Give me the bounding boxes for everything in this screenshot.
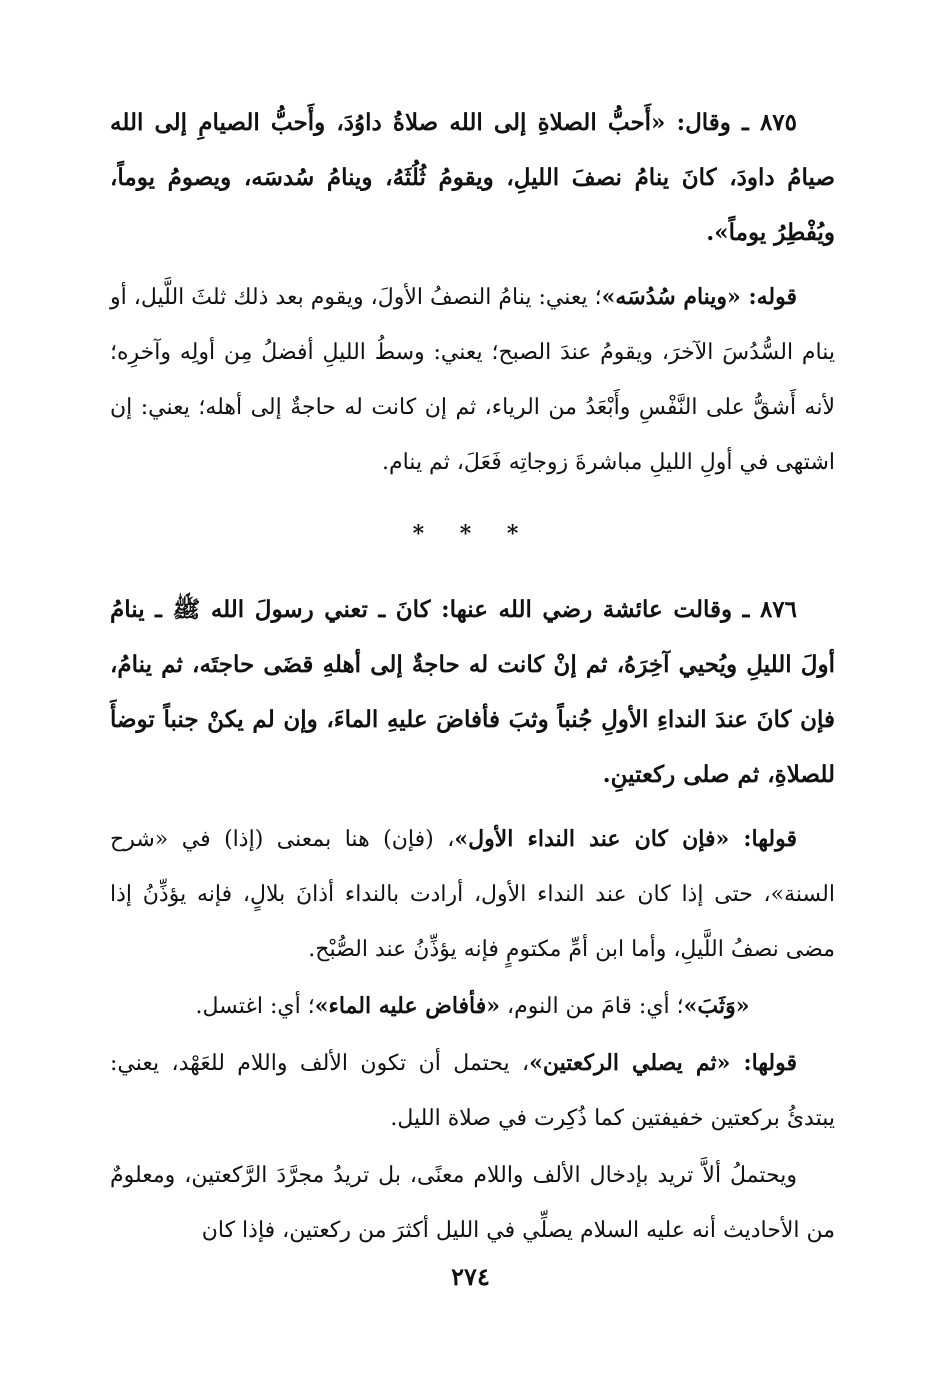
commentary-876-wathaba — [110, 979, 835, 1034]
afada-text: ؛ أي: اغتسل. — [195, 994, 315, 1019]
commentary-875-text: ؛ يعني: ينامُ النصفُ الأولَ، ويقوم بعد ذلك ثلثَ اللَّيل، أو ينام السُّدُسَ الآخرَ، ويقومُ عندَ الصبح؛ يعني: وسطُ الليلِ أفضلُ مِن أولِه وآخرِه؛ لأنه أَشقُّ على النَّفْسِ وأَبْعَدُ من الرياء، ثم إن كانت له حاجةٌ إلى أهله؛ يعني: إن اشتهى في أولِ الليلِ مباشرةَ زوجاتِه فَعَلَ، ثم ينام. — [110, 285, 835, 475]
commentary-875 — [110, 270, 835, 490]
afada-quote: «فأفاض عليه الماء» — [314, 993, 501, 1019]
commentary-876-first-call-quote: قولها: «فإن كان عند النداء الأول» — [454, 826, 797, 852]
wathaba-text: ؛ أي: قامَ من النوم، — [500, 994, 684, 1019]
hadith-875: ٨٧٥ ـ وقال: «أَحبُّ الصلاةِ إلى الله صلاةُ داوُدَ، وأَحبُّ الصيامِ إلى الله صيامُ داودَ، كانَ ينامُ نصفَ الليلِ، ويقومُ ثُلُثَهُ، وينامُ سُدسَه، ويصومُ يوماً، ويُفْطِرُ يوماً». — [110, 109, 835, 246]
commentary-876-two-rakahs — [110, 1036, 835, 1146]
wathaba-quote: «وَثَبَ» — [683, 993, 750, 1019]
two-rakahs-text: ، يحتمل أن تكون الألف واللام للعَهْد، يعني: يبتدئُ بركعتين خفيفتين كما ذُكِرت في صلاة الليل. — [110, 1051, 835, 1131]
page-body — [110, 95, 835, 1258]
commentary-876-continuation: ويحتملُ ألاَّ تريد بإدخال الألف واللام معنًى، بل تريدُ مجرَّدَ الرَّكعتين، ومعلومٌ من الأحاديث أنه عليه السلام يصلِّي في الليل أكثرَ من ركعتين، فإذا كان — [110, 1163, 835, 1243]
page-number: ٢٧٤ — [451, 1262, 490, 1291]
two-rakahs-quote: قولها: «ثم يصلي الركعتين» — [529, 1050, 797, 1076]
commentary-875-quote: قوله: «وينام سُدُسَه» — [601, 284, 797, 310]
section-separator: * * * — [412, 521, 533, 547]
commentary-876-first-call-text: ، (فإن) هنا بمعنى (إذا) في «شرح السنة»، حتى إذا كان عند النداء الأول، أرادت بالنداء أذانَ بلالٍ، فإنه يؤذِّنُ إذا مضى نصفُ اللَّيلِ، وأما ابن أمِّ مكتومٍ فإنه يؤذِّنُ عند الصُّبْح. — [110, 827, 835, 962]
hadith-876: ٨٧٦ ـ وقالت عائشة رضي الله عنها: كانَ ـ تعني رسولَ الله ﷺ ـ ينامُ أولَ الليلِ ويُحيي آخِرَهُ، ثم إنْ كانت له حاجةٌ إلى أهلهِ قضَى حاجتَه، ثم ينامُ، فإن كانَ عندَ النداءِ الأولِ جُنباً وثبَ فأفاضَ عليهِ الماءَ، وإن لم يكنْ جنباً توضأَ للصلاةِ، ثم صلى ركعتينِ. — [110, 596, 835, 788]
commentary-876-first-call — [110, 812, 835, 977]
